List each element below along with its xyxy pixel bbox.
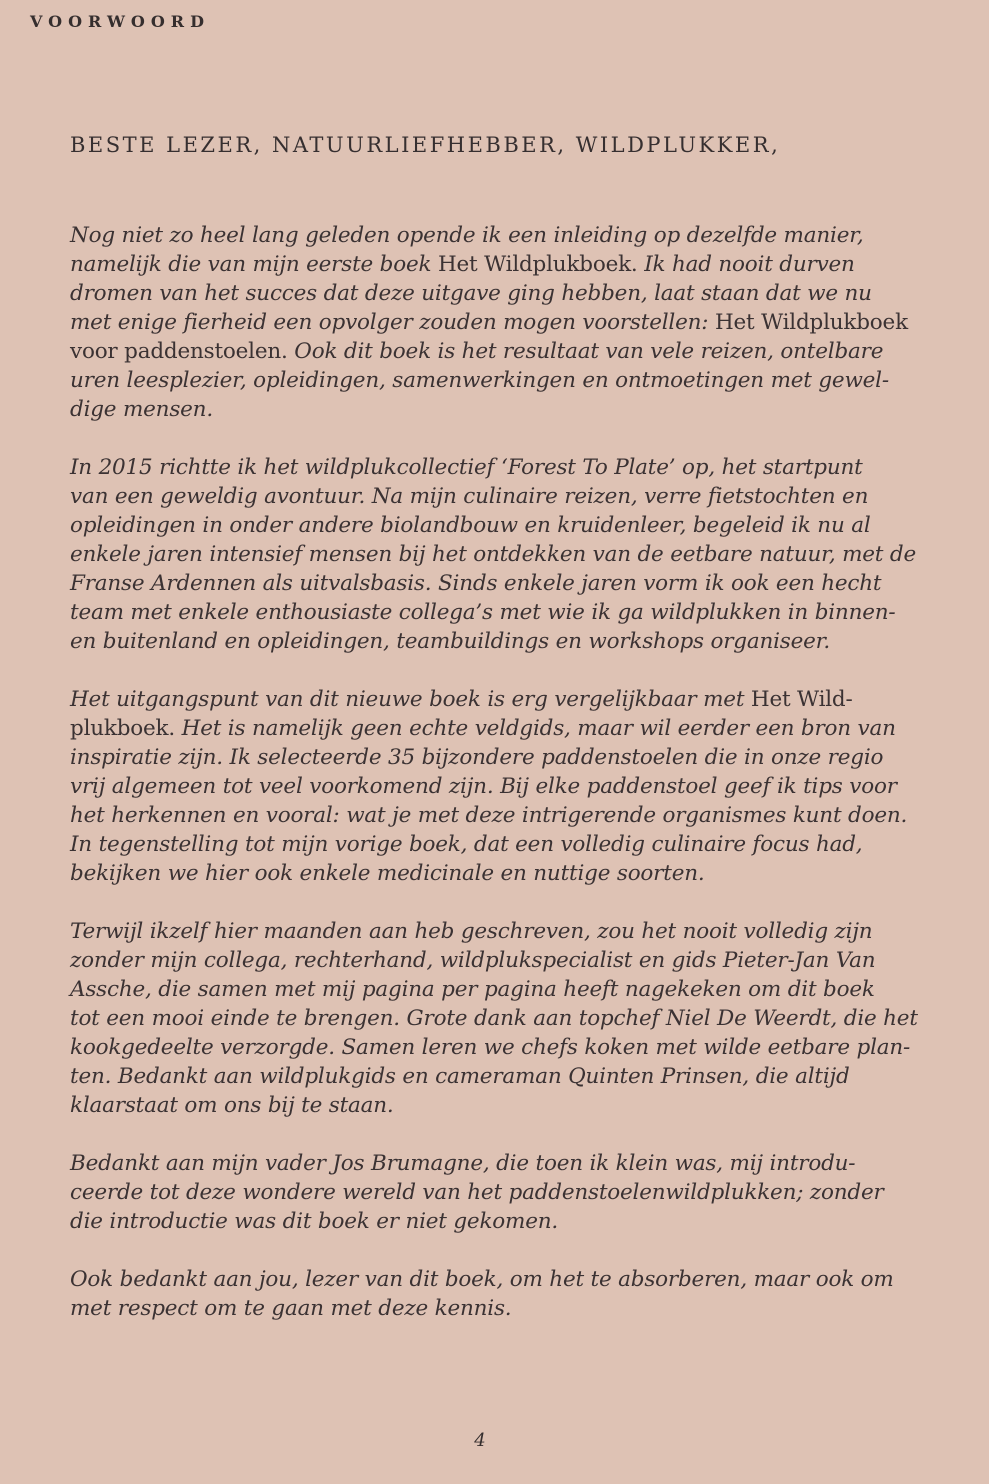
- foreword-body: [70, 221, 940, 1352]
- text-segment: dromen van het succes dat deze uitgave ging hebben, laat staan dat we nu: [70, 281, 872, 306]
- text-segment: namelijk die van mijn eerste boek: [70, 252, 438, 277]
- text-line: [70, 453, 940, 482]
- text-segment: Ik had nooit durven: [637, 252, 855, 277]
- text-segment: Ook bedankt aan jou, lezer van dit boek, om het te absorberen, maar ook om: [70, 1267, 894, 1292]
- text-line: [70, 540, 940, 569]
- text-segment: en buitenland en opleidingen, teambuildings en workshops organiseer.: [70, 629, 831, 654]
- text-segment: Het uitgangspunt van dit nieuwe boek is erg vergelijkbaar met: [70, 687, 751, 712]
- text-segment: uren leesplezier, opleidingen, samenwerkingen en ontmoetingen met gewel-: [70, 368, 889, 393]
- paragraph: [70, 917, 940, 1120]
- text-segment: tot een mooi einde te brengen. Grote dank aan topchef Niel De Weerdt, die het: [70, 1006, 918, 1031]
- paragraph: [70, 221, 940, 424]
- text-line: [70, 598, 940, 627]
- text-line: [70, 337, 940, 366]
- text-segment: Het is namelijk geen echte veldgids, maar wil eerder een bron van: [175, 716, 896, 741]
- text-line: [70, 308, 940, 337]
- text-line: [70, 511, 940, 540]
- book-title-segment: Het Wildplukboek: [714, 310, 908, 335]
- text-line: [70, 685, 940, 714]
- text-line: [70, 1091, 940, 1120]
- text-segment: met enige fierheid een opvolger zouden mogen voorstellen:: [70, 310, 715, 335]
- text-segment: klaarstaat om ons bij te staan.: [70, 1093, 394, 1118]
- text-line: [70, 569, 940, 598]
- book-title-segment: voor paddenstoelen.: [70, 339, 288, 364]
- text-line: [70, 627, 940, 656]
- text-line: [70, 975, 940, 1004]
- text-segment: enkele jaren intensief mensen bij het ontdekken van de eetbare natuur, met de: [70, 542, 916, 567]
- text-segment: ceerde tot deze wondere wereld van het paddenstoelenwildplukken; zonder: [70, 1180, 884, 1205]
- paragraph: [70, 1265, 940, 1323]
- running-header: VOORWOORD: [30, 12, 210, 31]
- text-line: [70, 714, 940, 743]
- text-line: [70, 830, 940, 859]
- page-number: 4: [474, 1430, 486, 1451]
- text-segment: het herkennen en vooral: wat je met deze intrigerende organismes kunt doen.: [70, 803, 908, 828]
- text-line: [70, 279, 940, 308]
- text-segment: die introductie was dit boek er niet gekomen.: [70, 1209, 559, 1234]
- text-line: [70, 395, 940, 424]
- text-line: [70, 743, 940, 772]
- text-segment: Bedankt aan mijn vader Jos Brumagne, die toen ik klein was, mij introdu-: [70, 1151, 856, 1176]
- text-segment: Ook dit boek is het resultaat van vele reizen, ontelbare: [287, 339, 884, 364]
- text-line: [70, 859, 940, 888]
- paragraph: [70, 453, 940, 656]
- text-line: [70, 917, 940, 946]
- text-segment: In tegenstelling tot mijn vorige boek, dat een volledig culinaire focus had,: [70, 832, 863, 857]
- text-line: [70, 250, 940, 279]
- text-segment: vrij algemeen tot veel voorkomend zijn. Bij elke paddenstoel geef ik tips voor: [70, 774, 897, 799]
- text-line: [70, 366, 940, 395]
- text-line: [70, 1178, 940, 1207]
- text-line: [70, 482, 940, 511]
- book-title-segment: Het Wildplukboek.: [437, 252, 638, 277]
- page-title: BESTE LEZER, NATUURLIEFHEBBER, WILDPLUKKER,: [70, 133, 781, 157]
- book-title-segment: plukboek.: [70, 716, 176, 741]
- text-line: [70, 1062, 940, 1091]
- paragraph: [70, 685, 940, 888]
- text-segment: bekijken we hier ook enkele medicinale en nuttige soorten.: [70, 861, 705, 886]
- text-line: [70, 1033, 940, 1062]
- text-segment: Franse Ardennen als uitvalsbasis. Sinds enkele jaren vorm ik ook een hecht: [70, 571, 882, 596]
- text-segment: kookgedeelte verzorgde. Samen leren we chefs koken met wilde eetbare plan-: [70, 1035, 911, 1060]
- text-segment: Assche, die samen met mij pagina per pagina heeft nagekeken om dit boek: [70, 977, 875, 1002]
- text-line: [70, 1004, 940, 1033]
- text-line: [70, 801, 940, 830]
- text-segment: Terwijl ikzelf hier maanden aan heb geschreven, zou het nooit volledig zijn: [70, 919, 873, 944]
- text-line: [70, 1207, 940, 1236]
- text-segment: ten. Bedankt aan wildplukgids en cameraman Quinten Prinsen, die altijd: [70, 1064, 850, 1089]
- text-segment: zonder mijn collega, rechterhand, wildplukspecialist en gids Pieter-Jan Van: [70, 948, 876, 973]
- text-line: [70, 221, 940, 250]
- text-segment: team met enkele enthousiaste collega’s met wie ik ga wildplukken in binnen-: [70, 600, 896, 625]
- text-line: [70, 946, 940, 975]
- text-segment: In 2015 richtte ik het wildplukcollectief ‘Forest To Plate’ op, het startpunt: [70, 455, 863, 480]
- text-line: [70, 1294, 940, 1323]
- paragraph: [70, 1149, 940, 1236]
- text-segment: inspiratie zijn. Ik selecteerde 35 bijzondere paddenstoelen die in onze regio: [70, 745, 884, 770]
- book-title-segment: Het Wild-: [750, 687, 853, 712]
- text-line: [70, 772, 940, 801]
- text-segment: met respect om te gaan met deze kennis.: [70, 1296, 512, 1321]
- text-line: [70, 1149, 940, 1178]
- text-segment: Nog niet zo heel lang geleden opende ik een inleiding op dezelfde manier,: [70, 223, 864, 248]
- text-line: [70, 1265, 940, 1294]
- text-segment: van een geweldig avontuur. Na mijn culinaire reizen, verre fietstochten en: [70, 484, 869, 509]
- text-segment: dige mensen.: [70, 397, 213, 422]
- text-segment: opleidingen in onder andere biolandbouw en kruidenleer, begeleid ik nu al: [70, 513, 871, 538]
